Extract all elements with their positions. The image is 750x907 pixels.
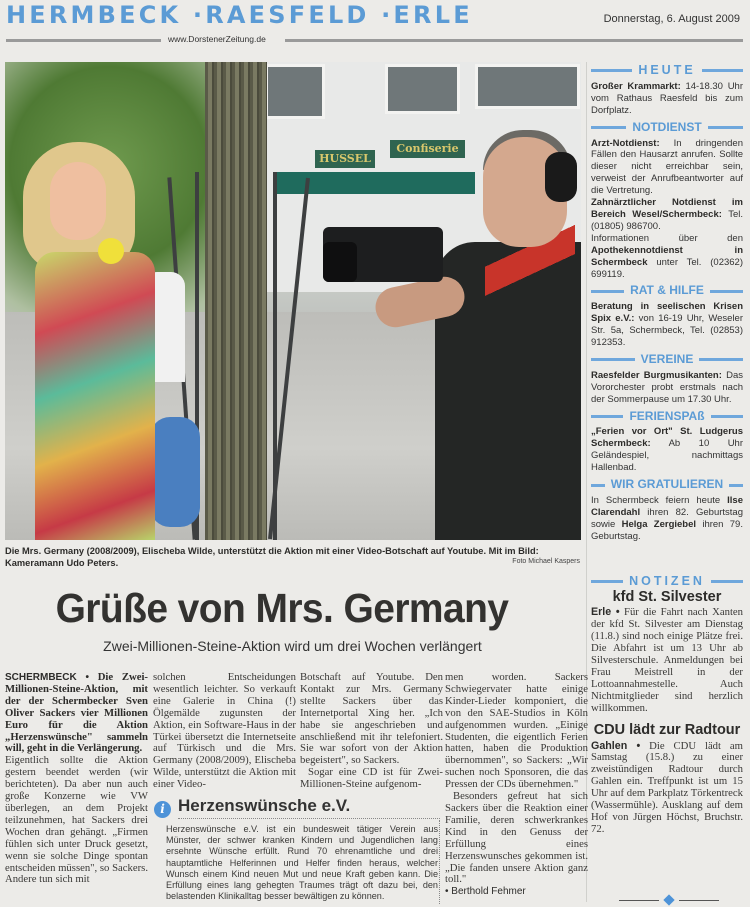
photo-window (385, 64, 460, 114)
article-paragraph: solchen Entscheidungen wesentlich leichter. So verkauft eine Galerie in China (!) Ölgemälde zugunsten der Aktion, ein Software-Haus in der Türkei übersetzt die Internetseite auf Türkisch und die Mrs. Germany (2008/2009), Elischeba Wilde, unterstützt die Aktion mit einer Video- (153, 671, 296, 791)
sidebar-item: Raesfelder Burgmusikanten: Das Vororchester probt erstmals nach der Sommerpause um 17.30 Uhr. (591, 369, 743, 405)
article-paragraph: Botschaft auf Youtube. Den Kontakt zur Mrs. Germany stellte Sackers über das Internetportal Xing her. „Ich habe sie angeschrieben und anschließend mit ihr telefoniert. Sie war sofort von der Aktion begeistert", so Sackers. (300, 671, 443, 767)
photo-window (265, 64, 325, 119)
rule-divider (285, 39, 743, 42)
article-subheadline: Zwei-Millionen-Steine-Aktion wird um drei Wochen verlängert (103, 638, 482, 654)
sidebar-item: Zahnärztlicher Notdienst im Bereich Wesel/Schermbeck: Tel. (01805) 986700. (591, 197, 743, 232)
section-title: HERMBECK ·RAESFELD ·ERLE (6, 1, 473, 29)
notiz-body: Gahlen • Die CDU lädt am Samstag (15.8.) zu einer zweistündigen Radtour durch Gahlen ein. Treffpunkt ist um 15 Uhr auf dem Parkplatz Törkentreck (Wassermühle). Ausklang auf dem Hof von Jürgen Höchst, Bruchstr. 72. (591, 739, 743, 835)
photo-woman-dress (35, 252, 155, 540)
photo-headphones (545, 152, 577, 202)
photo-window (475, 64, 580, 109)
masthead (0, 0, 750, 58)
website-url: www.DorstenerZeitung.de (168, 34, 266, 44)
end-ornament (619, 897, 719, 903)
section-heading-notdienst: NOTDIENST (591, 122, 743, 134)
article-author: • Berthold Fehmer (445, 886, 526, 898)
photo-woman-face (50, 162, 106, 240)
photo-caption: Die Mrs. Germany (2008/2009), Elischeba Wilde, unterstützt die Aktion mit einer Video-Botschaft auf Youtube. Mit im Bild: Kameramann Udo Peters. (5, 546, 539, 568)
photo-blue-bag (150, 417, 200, 527)
article-paragraph: Besonders gefreut hat sich Sackers über die Reaktion einer Familie, deren schwerkrankes Kind in den Genuss der Erfüllung eines Herzenswunsches gekommen ist. „Die fanden unsere Aktion ganz toll." (445, 790, 588, 886)
sidebar-item: Beratung in seelischen Krisen Spix e.V.: von 16-19 Uhr, Weseler Str. 5a, Schermbeck, Tel. (02853) 912353. (591, 301, 743, 349)
sidebar-item: Arzt-Notdienst: In dringenden Fällen den Hausarzt anrufen. Sollte dieser nicht erreichbar sein, verweist der Anrufbeantworter auf die Vertretung. (591, 137, 743, 197)
sidebar-item: In Schermbeck feiern heute Ilse Clarendahl ihren 82. Geburtstag sowie Helga Zergiebel ihren 79. Geburtstag. (591, 495, 743, 542)
sidebar-item: Informationen über den Apothekennotdienst in Schermbeck unter Tel. (02362) 699119. (591, 232, 743, 280)
dotted-rule (439, 820, 440, 904)
photo-credit: Foto Michael Kaspers (512, 558, 580, 565)
article-paragraph: men worden. Sackers Schwiegervater hatte einige Kinder-Lieder komponiert, die von den SAE-Studios in Köln aufgenommen wurden. „Einige Studenten, die eigentlich Ferien hatten, haben die Produktion übernommen", so Sackers: „Wir suchen noch Sponsoren, die das Pressen der CDs übernehmen." (445, 671, 588, 791)
section-heading-gratulieren: WIR GRATULIEREN (591, 479, 743, 491)
photo-camera-lens (323, 242, 357, 282)
heading-bar (702, 69, 743, 72)
article-column-1 (5, 672, 148, 886)
info-box (150, 796, 440, 904)
sidebar-local-news (591, 60, 743, 836)
article-paragraph: Sogar eine CD ist für Zwei-Millionen-Steine aufgenom- (300, 766, 443, 791)
sidebar-item: Großer Krammarkt: 14-18.30 Uhr vom Rathaus Raesfeld bis zum Dorfplatz. (591, 80, 744, 116)
sidebar-item: „Ferien vor Ort" St. Ludgerus Schermbeck: Ab 10 Uhr Geländespiel, nachmittags Hallenbad. (591, 426, 743, 474)
info-icon: i (154, 801, 171, 818)
article-paragraph: Eigentlich sollte die Aktion gestern beendet werden (wir berichteten). Da aber nun auch große Konzerne wie VW überlegen, an dem Projekt teilzunehmen, hat Sackers drei Wochen dran gehängt. „Firmen fühlen sich unter Druck gesetzt, wenn sie solche Dinge spontan entscheiden müssen", so Sackers. Andere tun sich mit (5, 754, 148, 886)
info-box-body: Herzenswünsche e.V. ist ein bundesweit tätiger Verein aus Münster, der schwer kranken Kindern und Jugendlichen lang ersehnte Wünsche erfüllt. Rund 70 ehrenamtliche und drei hauptamtliche Helferinnen und Helfer finden heraus, welcher Wunsch einem Kind neuen Mut und neue Kraft geben kann. Die Erfüllung eines lang gehegten Traumes trägt oft dazu bei, den belastenden Klinikalltag besser bewältigen zu können. (166, 824, 438, 902)
section-heading-ferienspass: FERIENSPAß (591, 411, 743, 423)
lead-text: Die Zwei-Millionen-Steine-Aktion, mit der der Schermbecker Sven Oliver Sackers vier Millionen Euro für die Aktion „Herzenswünsche" sammeln will, geht in die Verlängerung. (5, 671, 148, 755)
dateline: SCHERMBECK • (5, 672, 89, 683)
article-column-2 (153, 672, 296, 791)
issue-date: Donnerstag, 6. August 2009 (603, 13, 740, 25)
article-photo (5, 62, 581, 540)
notiz-title: kfd St. Silvester (612, 588, 722, 605)
shop-sign-confiserie: Confiserie (390, 140, 465, 158)
section-heading-heute: HEUTE (591, 65, 743, 77)
section-heading-rat-hilfe: RAT & HILFE (591, 285, 743, 297)
article-headline: Grüße von Mrs. Germany (55, 585, 509, 631)
notiz-title: CDU lädt zur Radtour (593, 721, 741, 738)
notiz-body: Erle • Für die Fahrt nach Xanten der kfd St. Silvester am Dienstag (11.8.) sind noch einige Plätze frei. Die Abfahrt ist um 13 Uhr ab Silvesterschule. Anmeldungen bei Frau Meistrell in der Lottoannahmestelle. Auch Nichtmitglieder sind herzlich willkommen. (591, 606, 743, 714)
photo-tree-trunk (205, 62, 267, 540)
rule-divider (6, 39, 161, 42)
section-heading-notizen: NOTIZEN (591, 576, 743, 588)
article-lead (5, 672, 148, 755)
diamond-icon (663, 894, 674, 905)
heading-bar (591, 69, 632, 72)
photo-microphone (98, 238, 124, 264)
section-heading-vereine: VEREINE (591, 354, 743, 366)
shop-sign-hussel: HUSSEL (315, 150, 375, 168)
article-column-4 (445, 672, 588, 898)
article-column-3 (300, 672, 443, 791)
info-box-title: Herzenswünsche e.V. (178, 796, 440, 819)
